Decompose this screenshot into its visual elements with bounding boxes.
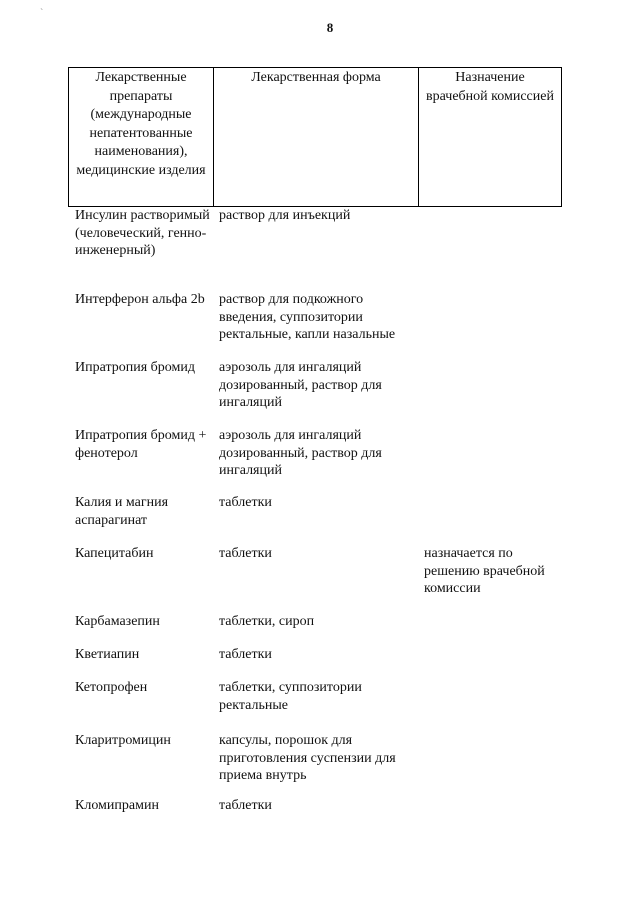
- header-commission: Назначение врачебной комиссией: [426, 70, 554, 104]
- commission-note: назначается по решению врачебной комиссии: [424, 546, 545, 596]
- dosage-form: таблетки, суппозитории ректальные: [219, 680, 362, 713]
- dosage-form: таблетки, сироп: [219, 614, 315, 629]
- drug-name: Капецитабин: [75, 546, 154, 561]
- drug-name: Кломипрамин: [75, 798, 159, 813]
- drug-name: Инсулин растворимый (человеческий, генно-инженерный): [75, 208, 210, 258]
- dosage-form: аэрозоль для ингаляций дозированный, раствор для ингаляций: [219, 360, 382, 410]
- dosage-form: раствор для подкожного введения, суппозитории ректальные, капли назальные: [219, 292, 396, 342]
- drug-name: Карбамазепин: [75, 614, 160, 629]
- page-number: 8: [326, 20, 334, 35]
- dosage-form: таблетки: [219, 647, 272, 662]
- dosage-form: аэрозоль для ингаляций дозированный, раствор для ингаляций: [219, 428, 382, 478]
- drug-name: Калия и магния аспарагинат: [75, 495, 169, 528]
- dosage-form: раствор для инъекций: [219, 208, 351, 223]
- header-drug-names: Лекарственные препараты (международные непатентованные наименования), медицинские изделия: [69, 68, 214, 206]
- drug-name: Ипратропия бромид: [75, 360, 195, 375]
- drug-name: Кларитромицин: [75, 733, 171, 748]
- drug-name: Ипратропия бромид + фенотерол: [75, 428, 207, 461]
- dosage-form: таблетки: [219, 546, 272, 561]
- dosage-form: таблетки: [219, 495, 272, 510]
- drug-name: Кветиапин: [75, 647, 140, 662]
- drug-name: Кетопрофен: [75, 680, 148, 695]
- header-dosage-form: Лекарственная форма: [214, 68, 419, 206]
- scan-speck: ˋ: [40, 8, 44, 19]
- drug-name: Интерферон альфа 2b: [75, 292, 205, 307]
- dosage-form: капсулы, порошок для приготовления суспензии для приема внутрь: [219, 733, 396, 783]
- dosage-form: таблетки: [219, 798, 272, 813]
